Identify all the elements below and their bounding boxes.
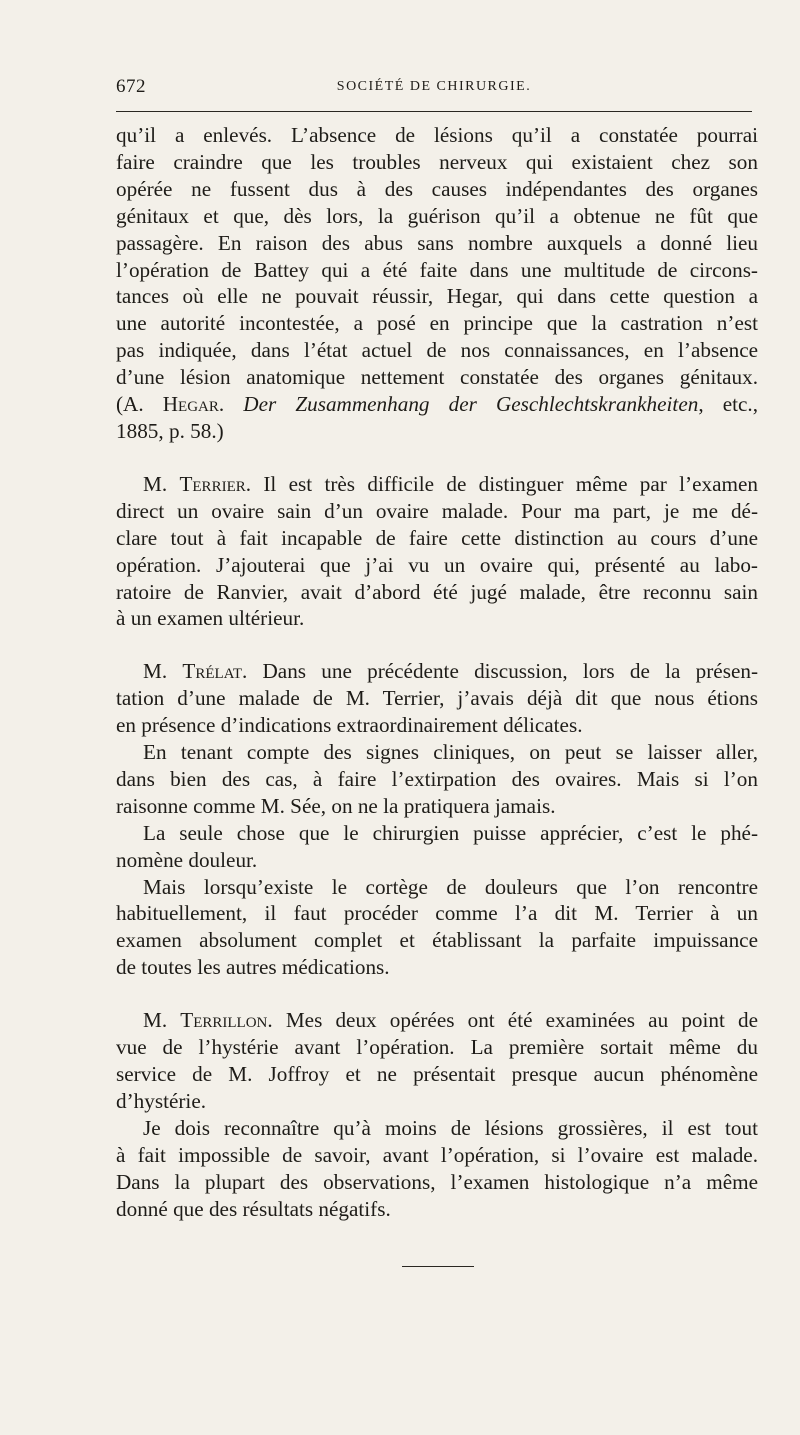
citation-title: Der Zusammenhang der Geschlechtskrankheiten (243, 392, 699, 417)
paragraph-histologie (116, 1115, 758, 1223)
speaker-text: . Il est très difficile de distinguer même par l’examen (245, 471, 758, 496)
header-rule (116, 111, 752, 112)
text-line: vue de l’hystérie avant l’opération. La première sortait même du (116, 1035, 758, 1060)
text-line: Dans la plupart des observations, l’examen histologique n’a même (116, 1169, 758, 1194)
text-line: génitaux et que, dès lors, la guérison qu’il a obtenue ne fût que (116, 203, 758, 228)
text-line: passagère. En raison des abus sans nombre auxquels a donné lieu (116, 230, 758, 255)
text-line: nomène douleur. (116, 847, 258, 872)
text-line: l’opération de Battey qui a été faite dans une multitude de circons- (116, 257, 758, 282)
speaker-prefix: M. (143, 471, 180, 496)
body-text (116, 122, 758, 1222)
text-line: raisonne comme M. Sée, on ne la pratiquera jamais. (116, 793, 556, 818)
text-line: clare tout à fait incapable de faire cette distinction au cours d’une (116, 525, 758, 550)
text-line: d’une lésion anatomique nettement constatée des organes génitaux. (116, 365, 758, 390)
text-line: En tenant compte des signes cliniques, on peut se laisser aller, (143, 740, 758, 765)
paragraph-gap (116, 632, 758, 658)
paragraph-douleur (116, 820, 758, 874)
text-line: de toutes les autres médications. (116, 955, 390, 980)
text-line: direct un ovaire sain d’un ovaire malade. Pour ma part, je me dé- (116, 498, 758, 523)
text-line: ratoire de Ranvier, avait d’abord été jugé malade, être reconnu sain (116, 579, 758, 604)
text-line: tances où elle ne pouvait réussir, Hegar, qui dans cette question a (116, 284, 758, 309)
paragraph-terrillon (116, 1007, 758, 1115)
speaker-line (116, 471, 758, 498)
speaker-text: . Mes deux opérées ont été examinées au point de (267, 1008, 759, 1033)
paragraph-gap (116, 981, 758, 1007)
text-line: opérée ne fussent dus à des causes indépendantes des organes (116, 176, 758, 201)
citation-etc: , etc., (698, 392, 759, 417)
text-line: 1885, p. 58.) (116, 418, 224, 443)
text-line: Mais lorsqu’existe le cortège de douleurs que l’on rencontre (143, 874, 758, 899)
citation-sep: . (218, 392, 244, 417)
speaker-text: . Dans une précédente discussion, lors de la présen- (241, 659, 759, 684)
paragraph-extirpation (116, 739, 758, 820)
speaker-line (116, 658, 758, 685)
paragraph-gap (116, 445, 758, 471)
page-number: 672 (116, 76, 146, 97)
text-line: une autorité incontestée, a posé en principe que la castration n’est (116, 311, 758, 336)
speaker-name: Terrillon (180, 1008, 268, 1033)
text-line: dans bien des cas, à faire l’extirpation des ovaires. Mais si l’on (116, 766, 758, 791)
paragraph-terrier (116, 471, 758, 632)
text-line: donné que des résultats négatifs. (116, 1196, 391, 1221)
paragraph-cortege (116, 874, 758, 982)
citation-open: (A. (116, 392, 163, 417)
citation-author: Hegar (162, 392, 219, 417)
paragraph-trelat (116, 658, 758, 739)
speaker-name: Trélat (182, 659, 242, 684)
text-line: d’hystérie. (116, 1088, 207, 1113)
paragraph-hegar (116, 122, 758, 445)
text-line: à un examen ultérieur. (116, 606, 305, 631)
speaker-name: Terrier (179, 471, 246, 496)
text-line: pas indiquée, dans l’état actuel de nos connaissances, en l’absence (116, 338, 758, 363)
speaker-prefix: M. (143, 1008, 181, 1033)
text-line: habituellement, il faut procéder comme l’a dit M. Terrier à un (116, 901, 758, 926)
text-line: examen absolument complet et établissant la parfaite impuissance (116, 928, 758, 953)
text-line: Je dois reconnaître qu’à moins de lésions grossières, il est tout (143, 1115, 758, 1140)
text-line: faire craindre que les troubles nerveux qui existaient chez son (116, 149, 758, 174)
citation-line (116, 391, 758, 418)
text-line: service de M. Joffroy et ne présentait presque aucun phénomène (116, 1062, 758, 1086)
running-head: SOCIÉTÉ DE CHIRURGIE. (336, 79, 532, 94)
text-line: en présence d’indications extraordinairement délicates. (116, 713, 583, 738)
footer-rule (402, 1266, 474, 1267)
text-line: tation d’une malade de M. Terrier, j’avais déjà dit que nous étions (116, 686, 758, 711)
text-line: La seule chose que le chirurgien puisse apprécier, c’est le phé- (143, 820, 758, 845)
page-header (116, 76, 752, 100)
text-line: à fait impossible de savoir, avant l’opération, si l’ovaire est malade. (116, 1142, 758, 1167)
text-line: opération. J’ajouterai que j’ai vu un ovaire qui, présenté au labo- (116, 552, 758, 577)
text-line: qu’il a enlevés. L’absence de lésions qu’il a constatée pourrai (116, 123, 758, 147)
speaker-prefix: M. (143, 659, 183, 684)
speaker-line (116, 1007, 758, 1034)
